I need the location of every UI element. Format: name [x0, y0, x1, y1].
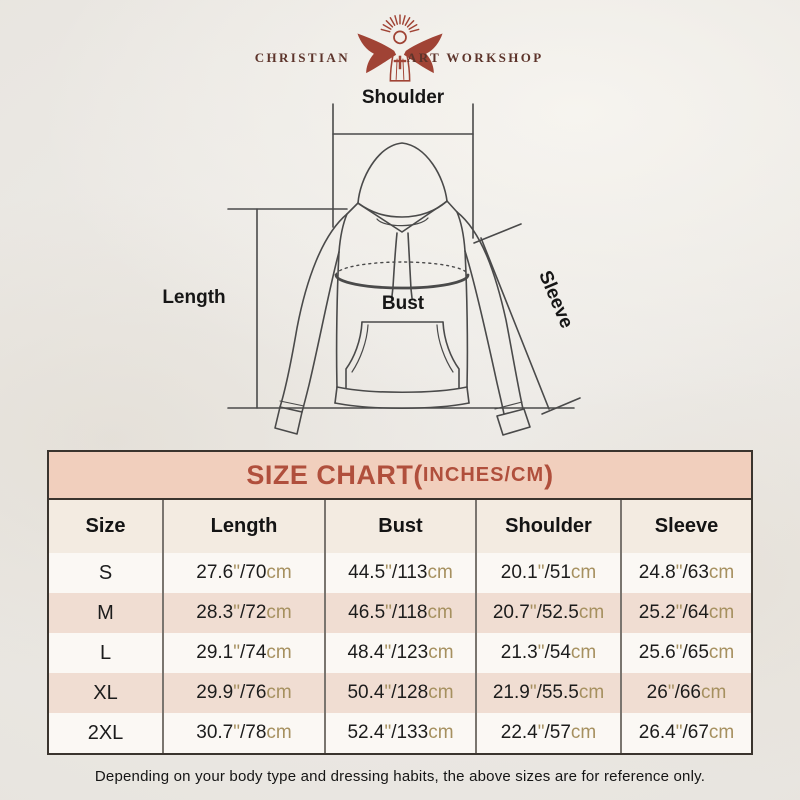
cell-2xl-bust	[325, 713, 476, 753]
cell-l-bust	[325, 633, 476, 673]
value-inches: 20.1	[500, 562, 538, 583]
size-chart-title	[49, 452, 751, 500]
value-cm: 54	[549, 642, 571, 663]
cm-label: cm	[708, 722, 735, 743]
title-main: SIZE CHART(	[246, 459, 423, 490]
value-inches: 24.8	[638, 562, 676, 583]
length-label: Length	[162, 287, 226, 308]
separator: /	[544, 562, 550, 583]
value-cm: 74	[245, 642, 267, 663]
logo-text-christian: CHRISTIAN	[254, 50, 350, 65]
title-close: )	[544, 459, 554, 490]
inch-mark: "	[529, 602, 537, 623]
separator: /	[682, 602, 688, 623]
cell-m-bust	[325, 593, 476, 633]
separator: /	[239, 722, 246, 743]
cm-label: cm	[708, 602, 735, 623]
inch-mark: "	[233, 602, 240, 623]
value-cm: 66	[679, 682, 701, 703]
value-cm: 113	[397, 562, 428, 583]
separator: /	[674, 682, 680, 703]
header-row	[49, 500, 751, 553]
cell-l-shoulder	[476, 633, 621, 673]
separator: /	[239, 562, 246, 583]
hoodie-measurement-diagram	[0, 85, 800, 447]
value-cm: 67	[687, 722, 709, 743]
value-inches: 48.4	[347, 642, 385, 663]
cm-label: cm	[570, 722, 597, 743]
cell-m-shoulder	[476, 593, 621, 633]
inch-mark: "	[384, 642, 392, 663]
value-cm: 72	[245, 602, 267, 623]
value-cm: 65	[687, 642, 709, 663]
inch-mark: "	[537, 562, 545, 583]
shoulder-label: Shoulder	[361, 87, 445, 108]
col-header-shoulder: Shoulder	[476, 500, 621, 553]
value-cm: 63	[687, 562, 709, 583]
cell-l-length	[163, 633, 325, 673]
cell-2xl-sleeve	[621, 713, 751, 753]
value-cm: 52.5	[541, 602, 579, 623]
cell-m-length	[163, 593, 325, 633]
value-inches: 25.2	[638, 602, 676, 623]
cm-label: cm	[570, 642, 597, 663]
value-cm: 118	[397, 602, 428, 623]
separator: /	[391, 642, 397, 663]
cell-s-length	[163, 553, 325, 593]
value-inches: 27.6	[196, 562, 234, 583]
inch-mark: "	[667, 682, 675, 703]
size-row-s	[49, 553, 751, 593]
separator: /	[239, 682, 246, 703]
cm-label: cm	[700, 682, 727, 703]
inch-mark: "	[537, 642, 545, 663]
size-label: 2XL	[87, 721, 124, 744]
value-cm: 123	[396, 642, 429, 663]
value-cm: 133	[396, 722, 429, 743]
cell-s-bust	[325, 553, 476, 593]
col-header-bust: Bust	[325, 500, 476, 553]
size-row-2xl	[49, 713, 751, 753]
cell-xl-sleeve	[621, 673, 751, 713]
value-cm: 78	[245, 722, 267, 743]
value-inches: 29.9	[196, 682, 234, 703]
cell-xl-length	[163, 673, 325, 713]
cm-label: cm	[570, 562, 597, 583]
cm-label: cm	[708, 642, 735, 663]
separator: /	[391, 722, 397, 743]
col-header-sleeve: Sleeve	[621, 500, 751, 553]
cm-label: cm	[578, 682, 605, 703]
cm-label: cm	[428, 642, 454, 663]
cm-label: cm	[266, 682, 292, 703]
bust-label: Bust	[381, 293, 425, 314]
title-units: INCHES/CM	[422, 463, 545, 486]
size-row-m	[49, 593, 751, 633]
inch-mark: "	[384, 682, 392, 703]
separator: /	[682, 642, 688, 663]
cell-2xl-length	[163, 713, 325, 753]
cm-label: cm	[578, 602, 605, 623]
separator: /	[239, 642, 246, 663]
sleeve-label: Sleeve	[534, 267, 578, 332]
cm-label: cm	[708, 562, 735, 583]
value-inches: 28.3	[196, 602, 234, 623]
value-inches: 46.5	[348, 602, 386, 623]
col-header-size: Size	[49, 500, 163, 553]
value-cm: 76	[245, 682, 267, 703]
value-cm: 128	[396, 682, 429, 703]
col-header-length: Length	[163, 500, 325, 553]
cell-xl-shoulder	[476, 673, 621, 713]
size-label: XL	[93, 681, 118, 704]
value-inches: 30.7	[196, 722, 234, 743]
separator: /	[239, 602, 246, 623]
cm-label: cm	[266, 602, 292, 623]
separator: /	[544, 722, 550, 743]
separator: /	[536, 682, 542, 703]
jesus-sunburst-icon	[342, 8, 458, 86]
cm-label: cm	[428, 722, 454, 743]
inch-mark: "	[537, 722, 545, 743]
separator: /	[536, 602, 542, 623]
value-inches: 26.4	[638, 722, 676, 743]
value-inches: 29.1	[196, 642, 234, 663]
separator: /	[682, 722, 688, 743]
separator: /	[391, 562, 398, 583]
size-label: L	[99, 641, 112, 664]
size-row-xl	[49, 673, 751, 713]
inch-mark: "	[385, 562, 392, 583]
separator: /	[391, 682, 397, 703]
inch-mark: "	[675, 602, 683, 623]
value-cm: 70	[245, 562, 267, 583]
value-inches: 52.4	[347, 722, 385, 743]
logo-text-art-workshop: ART WORKSHOP	[407, 50, 544, 65]
cell-l-sleeve	[621, 633, 751, 673]
inch-mark: "	[385, 602, 392, 623]
value-cm: 64	[687, 602, 709, 623]
cell-m-sleeve	[621, 593, 751, 633]
inch-mark: "	[675, 722, 683, 743]
value-inches: 21.3	[500, 642, 538, 663]
cell-xl-bust	[325, 673, 476, 713]
cell-2xl-shoulder	[476, 713, 621, 753]
cm-label: cm	[266, 562, 292, 583]
inch-mark: "	[233, 642, 240, 663]
separator: /	[544, 642, 550, 663]
value-inches: 25.6	[638, 642, 676, 663]
separator: /	[682, 562, 688, 583]
cell-s-shoulder	[476, 553, 621, 593]
inch-mark: "	[675, 562, 683, 583]
size-chart-table	[47, 450, 753, 755]
value-inches: 20.7	[492, 602, 530, 623]
inch-mark: "	[529, 682, 537, 703]
cm-label: cm	[266, 722, 292, 743]
separator: /	[391, 602, 398, 623]
inch-mark: "	[384, 722, 392, 743]
hoodie-line-art	[228, 104, 580, 435]
cm-label: cm	[427, 602, 453, 623]
inch-mark: "	[233, 722, 240, 743]
cm-label: cm	[427, 562, 453, 583]
value-cm: 55.5	[541, 682, 579, 703]
value-cm: 57	[549, 722, 571, 743]
cm-label: cm	[266, 642, 292, 663]
cell-s-sleeve	[621, 553, 751, 593]
value-inches: 50.4	[347, 682, 385, 703]
reference-note: Depending on your body type and dressing habits, the above sizes are for reference only.	[94, 768, 706, 785]
value-inches: 22.4	[500, 722, 538, 743]
inch-mark: "	[233, 682, 240, 703]
size-row-l	[49, 633, 751, 673]
value-cm: 51	[549, 562, 571, 583]
value-inches: 26	[646, 682, 668, 703]
cm-label: cm	[428, 682, 454, 703]
size-label: M	[97, 601, 114, 624]
value-inches: 21.9	[492, 682, 530, 703]
inch-mark: "	[675, 642, 683, 663]
inch-mark: "	[233, 562, 240, 583]
size-label: S	[98, 561, 113, 584]
value-inches: 44.5	[348, 562, 386, 583]
